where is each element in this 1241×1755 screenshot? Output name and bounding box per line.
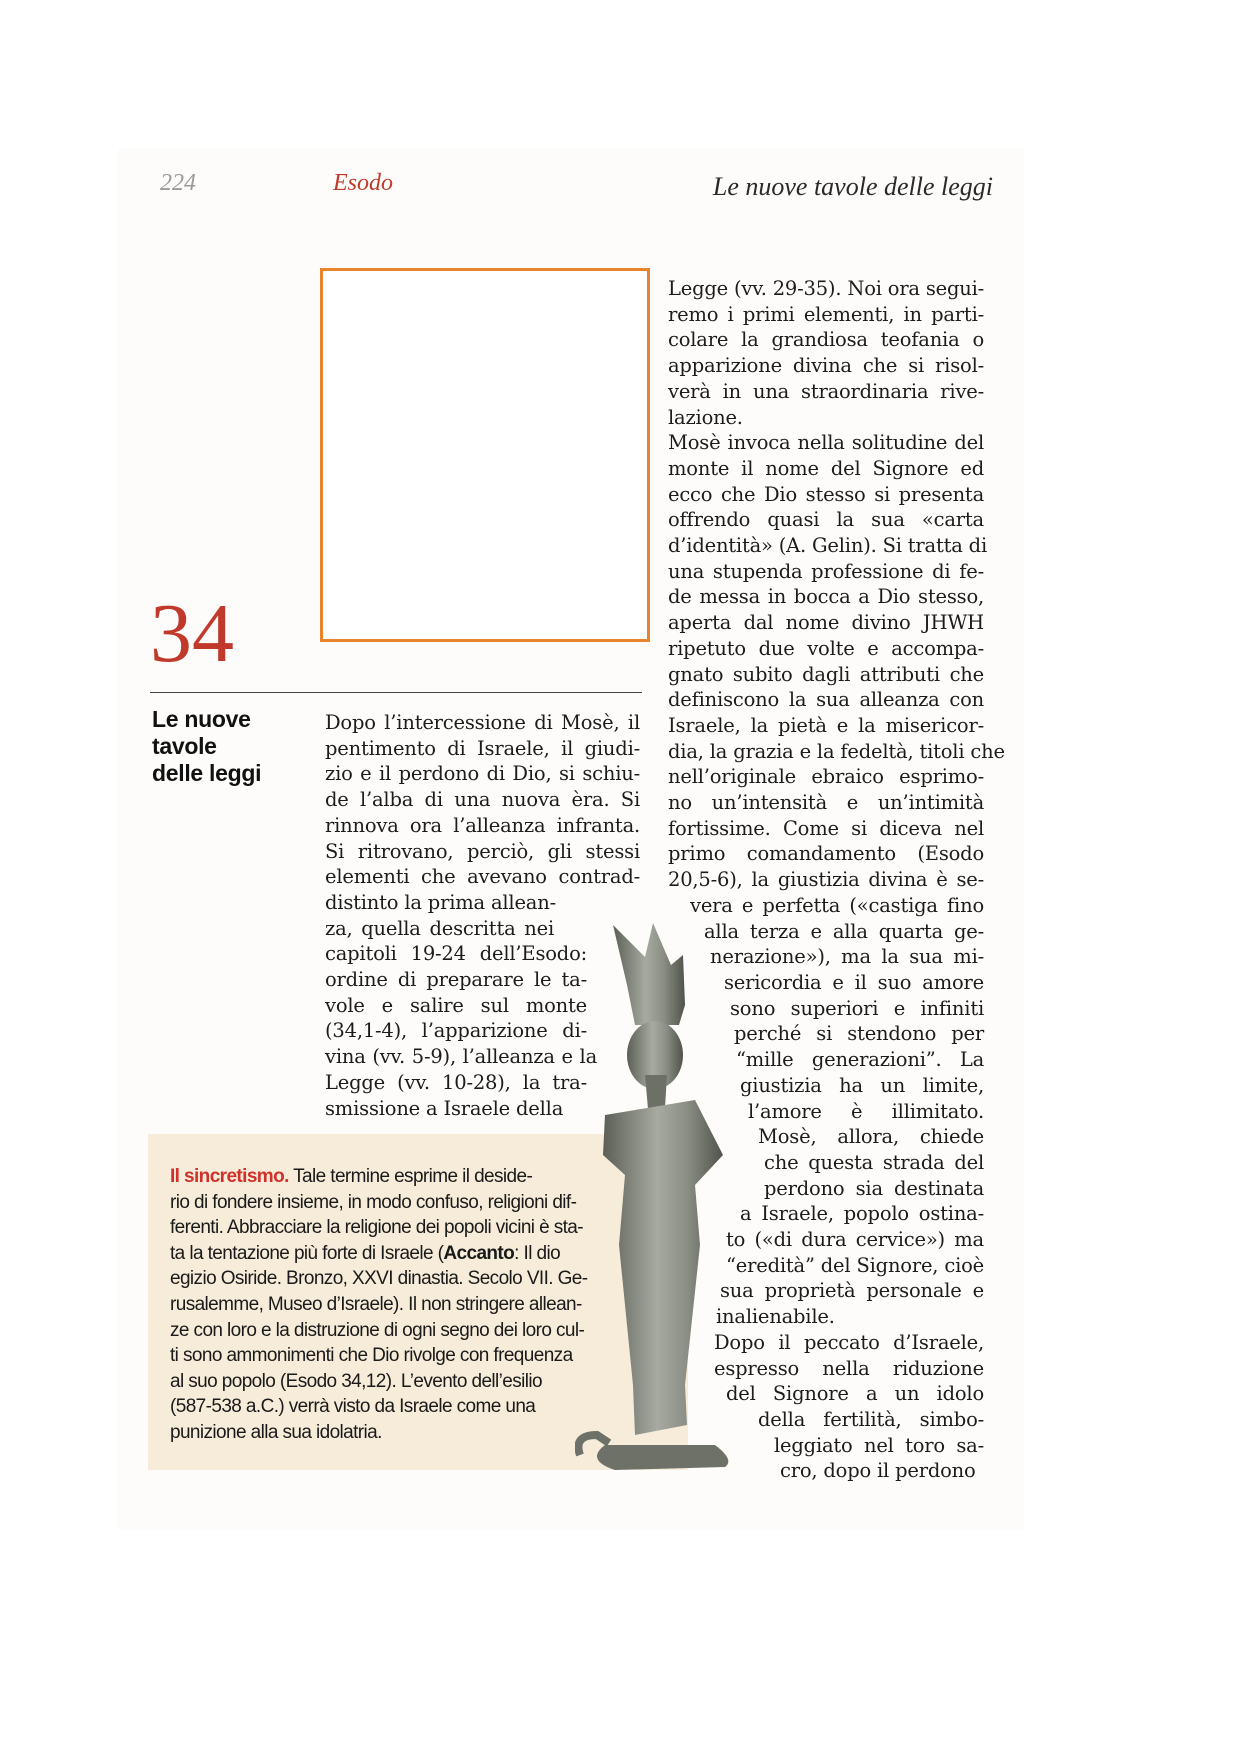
text-line: aperta dal nome divino JHWH — [668, 611, 984, 635]
text-line: fortissime. Come si diceva nel — [668, 816, 984, 840]
text-line: sua proprietà personale e — [720, 1279, 984, 1303]
chapter-number: 34 — [150, 587, 234, 680]
text-line: de messa in bocca a Dio stesso, — [668, 585, 984, 609]
text-line: vera e perfetta («castiga fino — [690, 893, 984, 917]
text-line: d’identità» (A. Gelin). Si tratta di — [668, 534, 987, 558]
text-line: Israele, la pietà e la misericor- — [668, 713, 984, 737]
text-line: (34,1-4), l’apparizione di- — [325, 1019, 587, 1043]
text-line: Si ritrovano, perciò, gli stessi — [325, 839, 640, 863]
text-line: giustizia ha un limite, — [740, 1073, 984, 1097]
text-line: Legge (vv. 10-28), la tra- — [325, 1070, 587, 1094]
sidebar-text — [170, 1164, 600, 1446]
text-line: “mille generazioni”. La — [736, 1048, 984, 1072]
text-line: colare la grandiosa teofania o — [668, 328, 984, 352]
chapter-title — [152, 706, 292, 787]
chapter-title-line: delle leggi — [152, 760, 262, 786]
text-line: primo comandamento (Esodo — [668, 842, 984, 866]
text-line: ripetuto due volte e accompa- — [668, 636, 984, 660]
text-line: Dopo l’intercessione di Mosè, il — [325, 711, 640, 734]
sidebar-line-part: ta la tentazione più forte di Israele ( — [170, 1242, 444, 1264]
sidebar-line: egizio Osiride. Bronzo, XXVI dinastia. Secolo VII. Ge- — [170, 1268, 588, 1290]
text-line: vina (vv. 5-9), l’alleanza e la — [325, 1045, 597, 1069]
text-line: Dopo il peccato d’Israele, — [714, 1330, 984, 1354]
sidebar-line: ze con loro e la distruzione di ogni segno dei loro cul- — [170, 1319, 585, 1341]
text-line: espresso nella riduzione — [714, 1356, 984, 1380]
text-line: dia, la grazia e la fedeltà, titoli che — [668, 739, 1005, 763]
text-line: alla terza e alla quarta ge- — [704, 919, 984, 943]
text-line: no un’intensità e un’intimità — [668, 791, 984, 815]
text-line: remo i primi elementi, in parti- — [668, 302, 984, 326]
sidebar-line: rio di fondere insieme, in modo confuso, religioni dif- — [170, 1191, 577, 1213]
text-line: ecco che Dio stesso si presenta — [668, 482, 984, 506]
text-line: apparizione divina che si risol- — [668, 354, 984, 378]
text-line: sericordia e il suo amore — [724, 970, 984, 994]
running-book-title: Esodo — [333, 170, 393, 196]
sidebar-line-part: : Il dio — [514, 1242, 561, 1264]
text-line: Mosè, allora, chiede — [758, 1125, 984, 1149]
text-line: capitoli 19-24 dell’Esodo: — [325, 942, 587, 966]
sidebar-line: ferenti. Abbracciare la religione dei popoli vicini è sta- — [170, 1217, 583, 1239]
sidebar-line: ti sono ammonimenti che Dio rivolge con frequenza — [170, 1345, 573, 1367]
text-line: offrendo quasi la sua «carta — [668, 508, 984, 532]
sidebar-line: punizione alla sua idolatria. — [170, 1421, 382, 1443]
text-line: distinto la prima allean- — [325, 890, 556, 914]
text-line: “eredità” del Signore, cioè — [726, 1253, 984, 1277]
text-line: del Signore a un idolo — [726, 1382, 984, 1406]
page-number: 224 — [160, 170, 196, 196]
text-line: Legge (vv. 29-35). Noi ora segui- — [668, 277, 985, 300]
text-line: che questa strada del — [764, 1150, 984, 1174]
text-line: nerazione»), ma la sua mi- — [710, 945, 984, 969]
text-line: zio e il perdono di Dio, si schiu- — [325, 762, 640, 786]
text-line: della fertilità, simbo- — [758, 1407, 984, 1431]
text-line: gnato subito dagli attributi che — [668, 662, 984, 686]
text-line: ordine di preparare le ta- — [325, 968, 587, 992]
text-line: to («di dura cervice») ma — [726, 1228, 984, 1252]
text-line: leggiato nel toro sa- — [774, 1433, 984, 1457]
text-line: a Israele, popolo ostina- — [740, 1202, 984, 1226]
text-line: elementi che avevano contrad- — [325, 865, 640, 889]
text-line: cro, dopo il perdono — [780, 1459, 976, 1483]
text-line: smissione a Israele della — [325, 1096, 564, 1120]
sidebar-heading: Il sincretismo. — [170, 1166, 289, 1187]
text-line: una stupenda professione di fe- — [668, 559, 984, 583]
text-line: sono superiori e infiniti — [730, 996, 984, 1020]
text-line: verà in una straordinaria rive- — [668, 379, 984, 403]
running-section-title: Le nuove tavole delle leggi — [712, 172, 993, 201]
text-line: perdono sia destinata — [764, 1176, 984, 1200]
text-line: nell’originale ebraico esprimo- — [668, 765, 984, 789]
sidebar-line: al suo popolo (Esodo 34,12). L’evento dell’esilio — [170, 1370, 542, 1392]
text-line: de l’alba di una nuova èra. Si — [325, 788, 640, 812]
text-line: lazione. — [668, 405, 743, 429]
text-line: 20,5-6), la giustizia divina è se- — [668, 868, 984, 892]
sidebar-line: Tale termine esprime il deside- — [293, 1166, 533, 1187]
text-line: monte il nome del Signore ed — [668, 456, 984, 480]
text-line: definiscono la sua alleanza con — [668, 688, 984, 712]
text-line: pentimento di Israele, il giudi- — [325, 736, 640, 760]
osiris-statue-image — [575, 915, 745, 1485]
sidebar-line: rusalemme, Museo d’Israele). Il non stringere allean- — [170, 1293, 582, 1315]
text-line: Mosè invoca nella solitudine del — [668, 431, 984, 455]
text-line: l’amore è illimitato. — [748, 1099, 984, 1123]
sidebar-bold-accanto: Accanto — [443, 1242, 515, 1264]
text-line: vole e salire sul monte — [325, 993, 587, 1017]
chapter-title-line: tavole — [152, 733, 217, 759]
text-line: inalienabile. — [716, 1305, 835, 1329]
chapter-title-line: Le nuove — [152, 706, 251, 732]
image-placeholder-frame — [320, 268, 650, 642]
divider-rule — [150, 692, 642, 693]
sidebar-line: (587-538 a.C.) verrà visto da Israele come una — [170, 1396, 536, 1418]
text-line: za, quella descritta nei — [325, 916, 554, 940]
text-line: perché si stendono per — [734, 1022, 984, 1046]
text-line: rinnova ora l’alleanza infranta. — [325, 813, 640, 837]
